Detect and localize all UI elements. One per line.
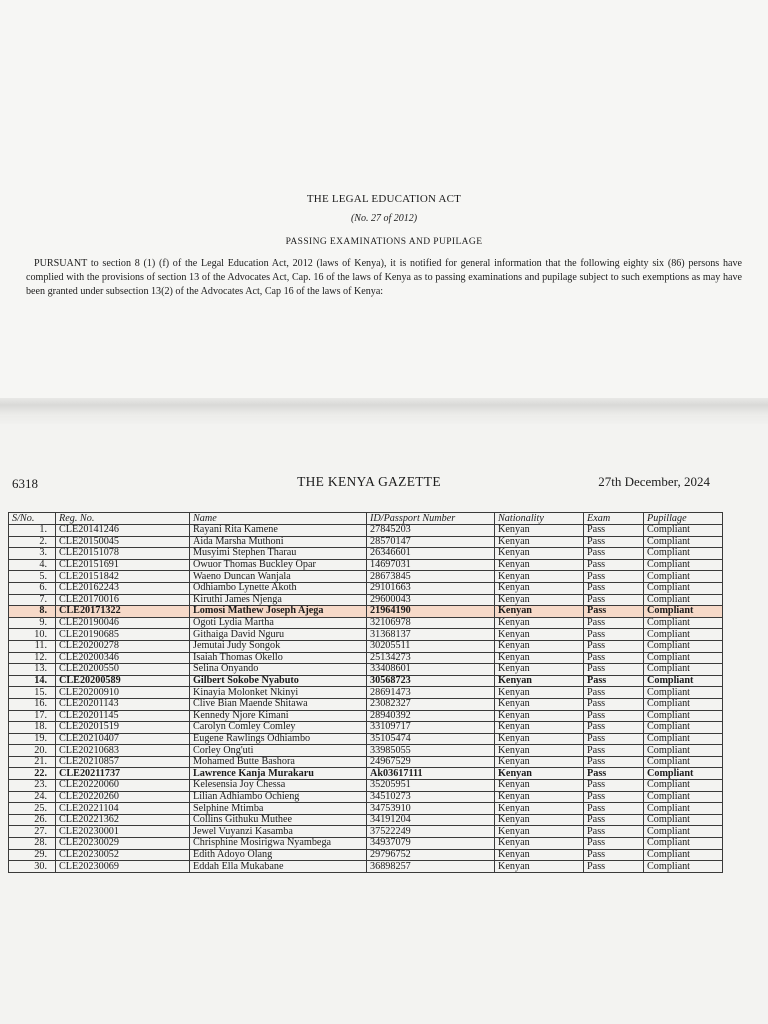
table-row	[9, 525, 723, 537]
table-row	[9, 594, 723, 606]
cell-nationality: Kenyan	[495, 826, 584, 838]
cell-sno: 26.	[9, 814, 56, 826]
cell-pupillage: Compliant	[644, 687, 723, 699]
table-row	[9, 664, 723, 676]
cell-id-passport: 30568723	[367, 675, 495, 687]
cell-exam: Pass	[584, 559, 644, 571]
cell-pupillage: Compliant	[644, 861, 723, 873]
cell-name: Collins Githuku Muthee	[190, 814, 367, 826]
cell-sno: 2.	[9, 536, 56, 548]
cell-id-passport: 31368137	[367, 629, 495, 641]
cell-sno: 20.	[9, 745, 56, 757]
cell-reg-no: CLE20221104	[56, 803, 190, 815]
cell-id-passport: 29600043	[367, 594, 495, 606]
cell-name: Ogoti Lydia Martha	[190, 617, 367, 629]
cell-exam: Pass	[584, 664, 644, 676]
cell-reg-no: CLE20201145	[56, 710, 190, 722]
cell-sno: 8.	[9, 606, 56, 618]
cell-name: Eddah Ella Mukabane	[190, 861, 367, 873]
cell-pupillage: Compliant	[644, 629, 723, 641]
cell-nationality: Kenyan	[495, 606, 584, 618]
table-row	[9, 722, 723, 734]
cell-name: Isaiah Thomas Okello	[190, 652, 367, 664]
cell-reg-no: CLE20211737	[56, 768, 190, 780]
advocates-roll-table	[8, 512, 723, 873]
cell-sno: 23.	[9, 780, 56, 792]
cell-reg-no: CLE20201143	[56, 698, 190, 710]
cell-sno: 22.	[9, 768, 56, 780]
cell-nationality: Kenyan	[495, 722, 584, 734]
cell-pupillage: Compliant	[644, 745, 723, 757]
cell-reg-no: CLE20210683	[56, 745, 190, 757]
cell-name: Lomosi Mathew Joseph Ajega	[190, 606, 367, 618]
cell-nationality: Kenyan	[495, 571, 584, 583]
cell-pupillage: Compliant	[644, 780, 723, 792]
cell-name: Rayani Rita Kamene	[190, 525, 367, 537]
cell-id-passport: 14697031	[367, 559, 495, 571]
cell-name: Aida Marsha Muthoni	[190, 536, 367, 548]
cell-nationality: Kenyan	[495, 536, 584, 548]
cell-exam: Pass	[584, 606, 644, 618]
table-row	[9, 582, 723, 594]
cell-name: Githaiga David Nguru	[190, 629, 367, 641]
cell-reg-no: CLE20200346	[56, 652, 190, 664]
cell-exam: Pass	[584, 571, 644, 583]
cell-nationality: Kenyan	[495, 838, 584, 850]
cell-reg-no: CLE20230001	[56, 826, 190, 838]
cell-nationality: Kenyan	[495, 594, 584, 606]
table-row	[9, 548, 723, 560]
header-exam: Exam	[584, 513, 644, 525]
cell-id-passport: 35105474	[367, 733, 495, 745]
cell-sno: 28.	[9, 838, 56, 850]
cell-reg-no: CLE20151078	[56, 548, 190, 560]
cell-sno: 30.	[9, 861, 56, 873]
cell-pupillage: Compliant	[644, 768, 723, 780]
cell-pupillage: Compliant	[644, 664, 723, 676]
cell-nationality: Kenyan	[495, 733, 584, 745]
cell-pupillage: Compliant	[644, 548, 723, 560]
cell-name: Chrisphine Mosirigwa Nyambega	[190, 838, 367, 850]
cell-sno: 18.	[9, 722, 56, 734]
cell-id-passport: 33109717	[367, 722, 495, 734]
cell-nationality: Kenyan	[495, 675, 584, 687]
table-row	[9, 756, 723, 768]
notice-body: PURSUANT to section 8 (1) (f) of the Legal Education Act, 2012 (laws of Kenya), it is notified for general information that the following eighty six (86) persons have complied with the provisions of section 13 of the Advocates Act, Cap. 16 of the laws of Kenya as to passing examinations and pupilage subject to such exemptions as may have been granted under subsection 13(2) of the Advocates Act, Cap 16 of the laws of Kenya:	[26, 258, 742, 297]
gazette-page-number: 6318	[12, 476, 38, 491]
cell-reg-no: CLE20151691	[56, 559, 190, 571]
cell-sno: 29.	[9, 849, 56, 861]
cell-name: Gilbert Sokobe Nyabuto	[190, 675, 367, 687]
cell-reg-no: CLE20162243	[56, 582, 190, 594]
cell-nationality: Kenyan	[495, 698, 584, 710]
cell-pupillage: Compliant	[644, 594, 723, 606]
cell-nationality: Kenyan	[495, 745, 584, 757]
table-row	[9, 814, 723, 826]
cell-sno: 19.	[9, 733, 56, 745]
cell-exam: Pass	[584, 594, 644, 606]
table-row-highlighted	[9, 606, 723, 618]
cell-reg-no: CLE20141246	[56, 525, 190, 537]
cell-pupillage: Compliant	[644, 536, 723, 548]
cell-pupillage: Compliant	[644, 710, 723, 722]
cell-nationality: Kenyan	[495, 582, 584, 594]
cell-exam: Pass	[584, 525, 644, 537]
cell-name: Odhiambo Lynette Akoth	[190, 582, 367, 594]
cell-reg-no: CLE20200550	[56, 664, 190, 676]
table-row	[9, 849, 723, 861]
cell-exam: Pass	[584, 768, 644, 780]
cell-nationality: Kenyan	[495, 768, 584, 780]
table-body	[9, 525, 723, 873]
cell-name: Kennedy Njore Kimani	[190, 710, 367, 722]
cell-exam: Pass	[584, 629, 644, 641]
cell-id-passport: 24967529	[367, 756, 495, 768]
cell-sno: 9.	[9, 617, 56, 629]
cell-name: Lilian Adhiambo Ochieng	[190, 791, 367, 803]
cell-reg-no: CLE20190046	[56, 617, 190, 629]
cell-nationality: Kenyan	[495, 780, 584, 792]
cell-nationality: Kenyan	[495, 803, 584, 815]
cell-exam: Pass	[584, 756, 644, 768]
header-name: Name	[190, 513, 367, 525]
cell-exam: Pass	[584, 745, 644, 757]
table-row	[9, 791, 723, 803]
cell-nationality: Kenyan	[495, 710, 584, 722]
cell-sno: 12.	[9, 652, 56, 664]
cell-pupillage: Compliant	[644, 606, 723, 618]
cell-pupillage: Compliant	[644, 838, 723, 850]
cell-name: Owuor Thomas Buckley Opar	[190, 559, 367, 571]
cell-id-passport: 36898257	[367, 861, 495, 873]
table-row	[9, 826, 723, 838]
cell-nationality: Kenyan	[495, 849, 584, 861]
cell-id-passport: 29101663	[367, 582, 495, 594]
cell-pupillage: Compliant	[644, 582, 723, 594]
cell-reg-no: CLE20200910	[56, 687, 190, 699]
cell-exam: Pass	[584, 536, 644, 548]
cell-exam: Pass	[584, 548, 644, 560]
cell-sno: 7.	[9, 594, 56, 606]
cell-id-passport: 21964190	[367, 606, 495, 618]
cell-id-passport: 23082327	[367, 698, 495, 710]
cell-reg-no: CLE20201519	[56, 722, 190, 734]
cell-exam: Pass	[584, 698, 644, 710]
cell-id-passport: 34191204	[367, 814, 495, 826]
cell-nationality: Kenyan	[495, 548, 584, 560]
cell-pupillage: Compliant	[644, 733, 723, 745]
cell-reg-no: CLE20220060	[56, 780, 190, 792]
cell-id-passport: Ak03617111	[367, 768, 495, 780]
cell-sno: 15.	[9, 687, 56, 699]
table-row	[9, 698, 723, 710]
cell-sno: 13.	[9, 664, 56, 676]
cell-reg-no: CLE20221362	[56, 814, 190, 826]
cell-pupillage: Compliant	[644, 722, 723, 734]
cell-reg-no: CLE20220260	[56, 791, 190, 803]
cell-name: Musyimi Stephen Tharau	[190, 548, 367, 560]
cell-nationality: Kenyan	[495, 525, 584, 537]
cell-sno: 14.	[9, 675, 56, 687]
cell-pupillage: Compliant	[644, 698, 723, 710]
cell-name: Lawrence Kanja Murakaru	[190, 768, 367, 780]
table-row	[9, 617, 723, 629]
cell-exam: Pass	[584, 710, 644, 722]
cell-exam: Pass	[584, 640, 644, 652]
cell-pupillage: Compliant	[644, 849, 723, 861]
cell-reg-no: CLE20190685	[56, 629, 190, 641]
cell-id-passport: 32106978	[367, 617, 495, 629]
table-row	[9, 675, 723, 687]
act-title: THE LEGAL EDUCATION ACT	[306, 193, 462, 205]
cell-id-passport: 34753910	[367, 803, 495, 815]
cell-name: Kiruthi James Njenga	[190, 594, 367, 606]
cell-exam: Pass	[584, 733, 644, 745]
table-row	[9, 536, 723, 548]
cell-nationality: Kenyan	[495, 559, 584, 571]
cell-nationality: Kenyan	[495, 756, 584, 768]
cell-name: Selphine Mtimba	[190, 803, 367, 815]
cell-exam: Pass	[584, 861, 644, 873]
cell-nationality: Kenyan	[495, 791, 584, 803]
table-row	[9, 861, 723, 873]
cell-name: Kelesensia Joy Chessa	[190, 780, 367, 792]
cell-sno: 17.	[9, 710, 56, 722]
cell-name: Jemutai Judy Songok	[190, 640, 367, 652]
cell-exam: Pass	[584, 826, 644, 838]
gazette-name: THE KENYA GAZETTE	[297, 474, 441, 489]
cell-pupillage: Compliant	[644, 826, 723, 838]
cell-sno: 6.	[9, 582, 56, 594]
cell-sno: 10.	[9, 629, 56, 641]
cell-name: Waeno Duncan Wanjala	[190, 571, 367, 583]
cell-id-passport: 26346601	[367, 548, 495, 560]
cell-sno: 21.	[9, 756, 56, 768]
cell-id-passport: 28570147	[367, 536, 495, 548]
cell-nationality: Kenyan	[495, 687, 584, 699]
cell-exam: Pass	[584, 675, 644, 687]
table-row	[9, 629, 723, 641]
cell-nationality: Kenyan	[495, 629, 584, 641]
cell-name: Carolyn Comley Comley	[190, 722, 367, 734]
cell-reg-no: CLE20151842	[56, 571, 190, 583]
cell-name: Kinayia Molonket Nkinyi	[190, 687, 367, 699]
cell-pupillage: Compliant	[644, 756, 723, 768]
cell-id-passport: 28673845	[367, 571, 495, 583]
cell-exam: Pass	[584, 652, 644, 664]
header-sno: S/No.	[9, 513, 56, 525]
cell-sno: 27.	[9, 826, 56, 838]
cell-reg-no: CLE20171322	[56, 606, 190, 618]
cell-sno: 16.	[9, 698, 56, 710]
cell-reg-no: CLE20170016	[56, 594, 190, 606]
cell-nationality: Kenyan	[495, 640, 584, 652]
cell-sno: 3.	[9, 548, 56, 560]
header-reg-no: Reg. No.	[56, 513, 190, 525]
cell-reg-no: CLE20210407	[56, 733, 190, 745]
header-pupillage: Pupillage	[644, 513, 723, 525]
table-row	[9, 733, 723, 745]
cell-exam: Pass	[584, 849, 644, 861]
cell-pupillage: Compliant	[644, 652, 723, 664]
fold-shadow	[0, 416, 768, 424]
cell-pupillage: Compliant	[644, 617, 723, 629]
cell-exam: Pass	[584, 814, 644, 826]
table-row	[9, 803, 723, 815]
table-row	[9, 745, 723, 757]
cell-reg-no: CLE20230052	[56, 849, 190, 861]
cell-id-passport: 33408601	[367, 664, 495, 676]
cell-reg-no: CLE20230069	[56, 861, 190, 873]
cell-id-passport: 33985055	[367, 745, 495, 757]
act-number: (No. 27 of 2012)	[350, 213, 418, 224]
cell-id-passport: 29796752	[367, 849, 495, 861]
cell-pupillage: Compliant	[644, 559, 723, 571]
cell-id-passport: 34510273	[367, 791, 495, 803]
table-row	[9, 768, 723, 780]
cell-reg-no: CLE20200589	[56, 675, 190, 687]
notice-subtitle: PASSING EXAMINATIONS AND PUPILAGE	[285, 237, 483, 247]
cell-nationality: Kenyan	[495, 652, 584, 664]
cell-reg-no: CLE20200278	[56, 640, 190, 652]
cell-sno: 4.	[9, 559, 56, 571]
cell-pupillage: Compliant	[644, 791, 723, 803]
cell-name: Selina Onyando	[190, 664, 367, 676]
cell-id-passport: 30205511	[367, 640, 495, 652]
cell-reg-no: CLE20150045	[56, 536, 190, 548]
cell-exam: Pass	[584, 803, 644, 815]
cell-sno: 11.	[9, 640, 56, 652]
page-fold	[0, 398, 768, 416]
table-row	[9, 838, 723, 850]
cell-exam: Pass	[584, 791, 644, 803]
cell-reg-no: CLE20210857	[56, 756, 190, 768]
gazette-date: 27th December, 2024	[598, 474, 710, 489]
cell-pupillage: Compliant	[644, 640, 723, 652]
cell-id-passport: 34937079	[367, 838, 495, 850]
table-row	[9, 780, 723, 792]
cell-exam: Pass	[584, 780, 644, 792]
header-nationality: Nationality	[495, 513, 584, 525]
cell-nationality: Kenyan	[495, 664, 584, 676]
cell-pupillage: Compliant	[644, 814, 723, 826]
cell-name: Edith Adoyo Olang	[190, 849, 367, 861]
cell-id-passport: 25134273	[367, 652, 495, 664]
cell-pupillage: Compliant	[644, 675, 723, 687]
cell-pupillage: Compliant	[644, 571, 723, 583]
cell-nationality: Kenyan	[495, 814, 584, 826]
cell-id-passport: 37522249	[367, 826, 495, 838]
cell-nationality: Kenyan	[495, 617, 584, 629]
cell-sno: 5.	[9, 571, 56, 583]
header-id-passport: ID/Passport Number	[367, 513, 495, 525]
cell-id-passport: 28940392	[367, 710, 495, 722]
table-row	[9, 559, 723, 571]
table-row	[9, 710, 723, 722]
cell-name: Eugene Rawlings Odhiambo	[190, 733, 367, 745]
table-header-row	[9, 513, 723, 525]
cell-name: Clive Bian Maende Shitawa	[190, 698, 367, 710]
table-row	[9, 687, 723, 699]
cell-exam: Pass	[584, 582, 644, 594]
cell-name: Mohamed Butte Bashora	[190, 756, 367, 768]
cell-id-passport: 28691473	[367, 687, 495, 699]
table-row	[9, 571, 723, 583]
table-row	[9, 652, 723, 664]
cell-exam: Pass	[584, 687, 644, 699]
cell-sno: 1.	[9, 525, 56, 537]
cell-exam: Pass	[584, 722, 644, 734]
cell-name: Corley Ong'uti	[190, 745, 367, 757]
table-row	[9, 640, 723, 652]
cell-id-passport: 27845203	[367, 525, 495, 537]
cell-name: Jewel Vuyanzi Kasamba	[190, 826, 367, 838]
cell-sno: 24.	[9, 791, 56, 803]
cell-reg-no: CLE20230029	[56, 838, 190, 850]
cell-sno: 25.	[9, 803, 56, 815]
cell-id-passport: 35205951	[367, 780, 495, 792]
cell-pupillage: Compliant	[644, 803, 723, 815]
cell-exam: Pass	[584, 838, 644, 850]
cell-nationality: Kenyan	[495, 861, 584, 873]
cell-exam: Pass	[584, 617, 644, 629]
cell-pupillage: Compliant	[644, 525, 723, 537]
